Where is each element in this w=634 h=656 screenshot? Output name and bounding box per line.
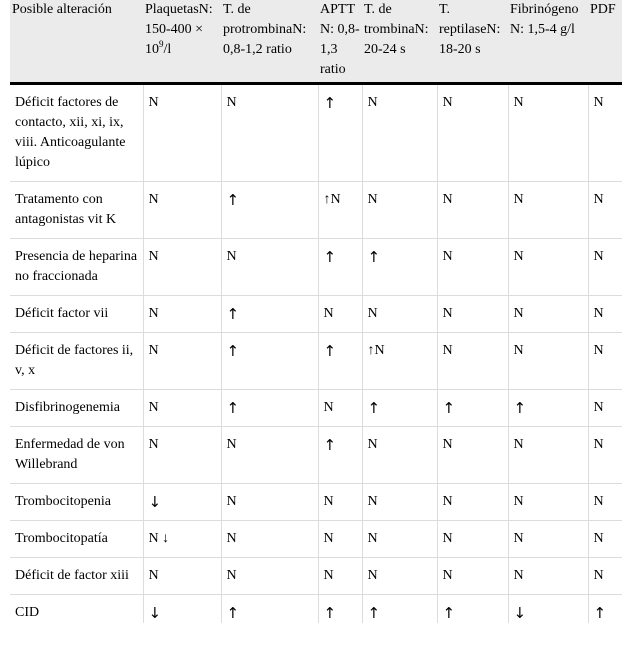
header-platelets: [143, 0, 221, 84]
table-row: [10, 427, 622, 484]
table-cell: ↑: [221, 296, 318, 333]
table-cell: N: [362, 558, 437, 595]
table-row: [10, 484, 622, 521]
table-cell: N: [221, 84, 318, 182]
table-cell: ↑: [362, 595, 437, 624]
header-pdf: [588, 0, 622, 84]
row-label: Tratamento con antagonistas vit K: [10, 182, 143, 239]
table-cell: N: [508, 333, 588, 390]
table-cell: N: [221, 521, 318, 558]
table-cell: N: [588, 390, 622, 427]
table-cell: N: [318, 484, 362, 521]
table-cell: N: [143, 427, 221, 484]
table-cell: N: [221, 239, 318, 296]
table-cell: ↑: [593, 604, 607, 622]
table-cell: N: [362, 296, 437, 333]
table-cell: N: [508, 484, 588, 521]
table-cell: N: [318, 521, 362, 558]
table-cell: N: [437, 521, 508, 558]
table-row: [10, 390, 622, 427]
row-label: CID: [10, 595, 143, 624]
table-cell: N: [437, 239, 508, 296]
table-cell: N: [143, 239, 221, 296]
row-label: Déficit de factor xiii: [10, 558, 143, 595]
row-label: Déficit de factores ii, v, x: [10, 333, 143, 390]
table-cell: ↑: [318, 333, 362, 390]
header-fibrinogen: [508, 0, 588, 84]
table-cell: ↑: [362, 390, 437, 427]
table-cell: N: [318, 390, 362, 427]
table-cell: N: [508, 427, 588, 484]
table-cell: N: [437, 484, 508, 521]
table-cell: ↑: [437, 390, 508, 427]
row-label: Déficit factor vii: [10, 296, 143, 333]
table-cell: N: [362, 84, 437, 182]
coagulation-table: [10, 0, 622, 623]
table-row: [10, 595, 622, 624]
header-label: Fibrinógeno: [510, 2, 579, 17]
table-cell: N: [143, 390, 221, 427]
table-cell: N: [143, 296, 221, 333]
header-normal-range: N: 18-20 s: [439, 22, 501, 57]
table-cell: N: [318, 558, 362, 595]
table-cell: ↑: [318, 427, 362, 484]
table-row: [10, 521, 622, 558]
table-cell: ↓: [143, 595, 221, 624]
row-label: Déficit factores de contacto, xii, xi, ix, viii. Anticoagulante lúpico: [10, 84, 143, 182]
table-body: [10, 84, 622, 624]
table-cell: ↑: [508, 390, 588, 427]
header-row: [10, 0, 622, 84]
table-cell: N: [588, 333, 622, 390]
table-cell: N: [143, 558, 221, 595]
table-cell: N: [588, 296, 622, 333]
table-cell: N ↓: [143, 521, 221, 558]
table-cell: N: [318, 296, 362, 333]
table-cell: N: [508, 239, 588, 296]
table-cell: N: [362, 484, 437, 521]
header-label: PDF: [590, 2, 616, 17]
header-label: Posible alteración: [12, 2, 112, 17]
table-row: [10, 558, 622, 595]
row-label: Trombocitopenia: [10, 484, 143, 521]
table-row: [10, 296, 622, 333]
table-cell: N: [508, 521, 588, 558]
table-cell: N: [221, 427, 318, 484]
table-row: [10, 333, 622, 390]
table-cell: N: [221, 558, 318, 595]
header-label: T. reptilase: [439, 2, 487, 37]
table-cell: N: [143, 333, 221, 390]
table-cell: ↑: [221, 595, 318, 624]
table-cell: N: [437, 558, 508, 595]
row-label: Enfermedad de von Willebrand: [10, 427, 143, 484]
header-normal-range: N: $150-400 \times 10^9/l$: [145, 2, 213, 57]
table-cell: ↑: [318, 595, 362, 624]
header-normal-range: N: 20-24 s: [364, 22, 429, 57]
table-cell: ↓: [508, 595, 588, 624]
table-cell: N: [588, 182, 622, 239]
table-cell: N: [508, 84, 588, 182]
table-cell: ↑: [437, 595, 508, 624]
header-reptilase-time: [437, 0, 508, 84]
header-normal-range: N: 0,8-1,3 ratio: [320, 22, 360, 77]
table-cell: N: [362, 521, 437, 558]
table-header: [10, 0, 622, 84]
header-label: Plaquetas: [145, 2, 199, 17]
table-cell: N: [588, 427, 622, 484]
table-cell: N: [437, 182, 508, 239]
header-aptt: [318, 0, 362, 84]
table-cell: N: [362, 182, 437, 239]
table-cell: N: [437, 427, 508, 484]
header-label: T. de protrombina: [223, 2, 293, 37]
header-normal-range: N: 1,5-4 g/l: [510, 22, 575, 37]
table-cell: N: [588, 558, 622, 595]
table-cell: ↑N: [362, 333, 437, 390]
table-cell: N: [588, 484, 622, 521]
table-cell: N: [437, 84, 508, 182]
table-row: [10, 182, 622, 239]
header-superscript: 9: [159, 39, 164, 49]
header-label: T. de trombina: [364, 2, 415, 37]
table-cell: ↓: [143, 484, 221, 521]
table-cell: N: [588, 84, 622, 182]
table-cell: N: [588, 239, 622, 296]
table-cell: ↑: [318, 239, 362, 296]
header-prothrombin-time: [221, 0, 318, 84]
table-cell: ↑: [362, 239, 437, 296]
table-cell: ↑: [221, 333, 318, 390]
header-label: APTT: [320, 2, 355, 17]
table-cell: N: [362, 427, 437, 484]
row-label: Presencia de heparina no fraccionada: [10, 239, 143, 296]
table-cell: N: [508, 182, 588, 239]
row-label: Disfibrinogenemia: [10, 390, 143, 427]
row-label: Trombocitopatía: [10, 521, 143, 558]
table-cell: N: [221, 484, 318, 521]
table-cell: N: [143, 182, 221, 239]
table-cell: N: [508, 296, 588, 333]
table-cell: N: [143, 84, 221, 182]
header-normal-range: N: 0,8-1,2 ratio: [223, 22, 307, 57]
header-thrombin-time: [362, 0, 437, 84]
table-cell: ↑: [318, 84, 362, 182]
table-cell: ↑: [221, 390, 318, 427]
table-cell: N: [437, 296, 508, 333]
table-cell: ↑: [221, 182, 318, 239]
table-cell: N: [508, 558, 588, 595]
table-cell: N: [437, 333, 508, 390]
table-cell: ↑N: [318, 182, 362, 239]
table-cell: N: [588, 521, 622, 558]
header-possible-alteration: [10, 0, 143, 84]
table-row: [10, 239, 622, 296]
table-row: [10, 84, 622, 182]
